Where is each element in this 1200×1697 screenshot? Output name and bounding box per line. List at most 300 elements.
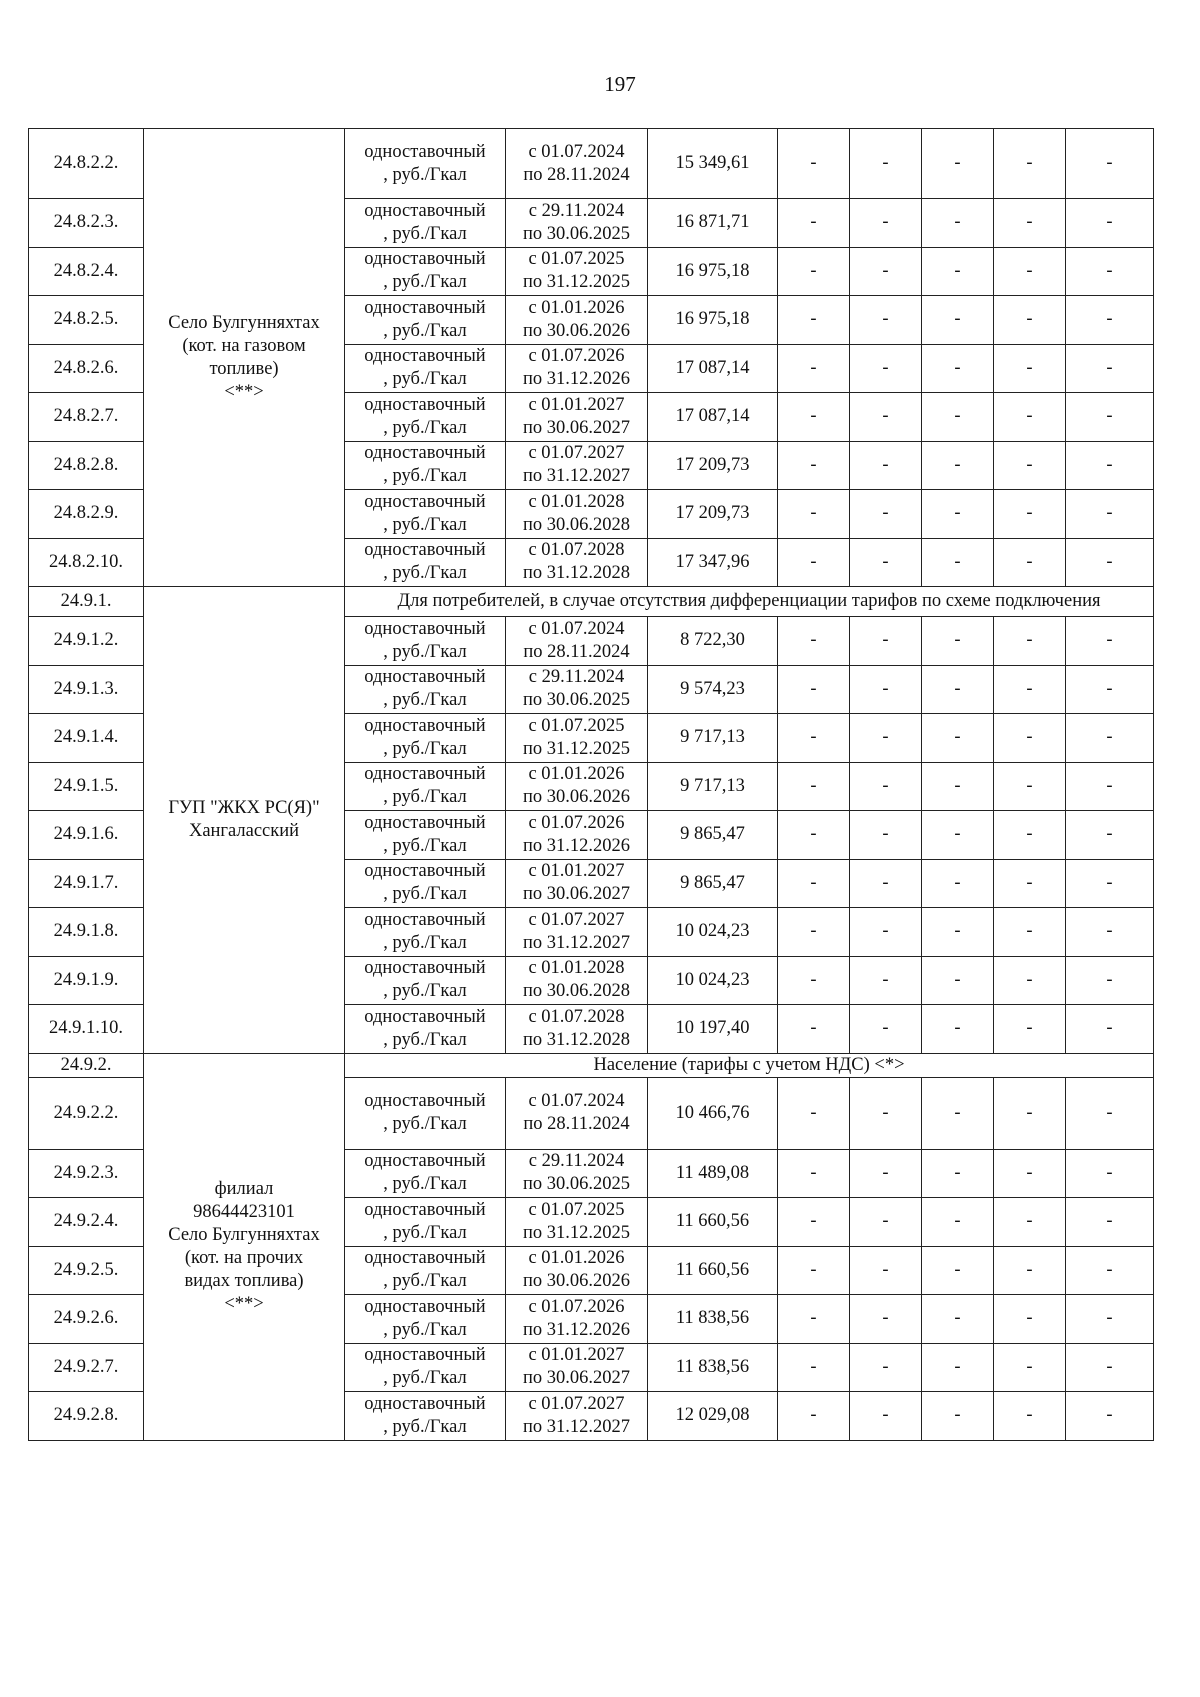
period-end: по 30.06.2028: [522, 514, 631, 535]
period-cell: [506, 617, 648, 666]
dash-cell: -: [922, 617, 994, 666]
tariff-type: одноставочный: [364, 443, 486, 464]
period-start: с 29.11.2024: [528, 200, 625, 221]
period-end: по 31.12.2027: [522, 466, 631, 487]
tariff-value: 10 466,76: [648, 1077, 778, 1149]
dash-cell: -: [778, 247, 850, 296]
period-cell: [506, 129, 648, 199]
tariff-type: одноставочный: [364, 249, 486, 270]
dash-cell: -: [778, 1246, 850, 1295]
dash-cell: -: [850, 1295, 922, 1344]
row-number: 24.9.1.3.: [29, 665, 144, 714]
tariff-value: 9 865,47: [648, 811, 778, 860]
period-start: с 01.01.2026: [528, 297, 625, 318]
period-end: по 30.06.2027: [522, 1368, 631, 1389]
tariff-unit: , руб./Гкал: [383, 641, 467, 662]
dash-cell: -: [778, 538, 850, 587]
organization-line: Село Булгунняхтах: [168, 312, 320, 333]
tariff-type: одноставочный: [364, 667, 486, 688]
dash-cell: -: [778, 859, 850, 908]
period-end: по 30.06.2026: [522, 320, 631, 341]
row-number: 24.9.1.10.: [29, 1005, 144, 1054]
organization-line: видах топлива): [184, 1270, 304, 1291]
dash-cell: -: [1066, 490, 1154, 539]
dash-cell: -: [850, 908, 922, 957]
period-cell: [506, 859, 648, 908]
period-start: с 01.07.2026: [528, 1296, 625, 1317]
dash-cell: -: [994, 665, 1066, 714]
row-number: 24.9.1.6.: [29, 811, 144, 860]
row-number: 24.8.2.5.: [29, 296, 144, 345]
row-number: 24.9.2.7.: [29, 1343, 144, 1392]
dash-cell: -: [850, 1343, 922, 1392]
dash-cell: -: [850, 199, 922, 248]
dash-cell: -: [778, 762, 850, 811]
organization-line: (кот. на газовом: [182, 335, 306, 356]
tariff-value: 17 087,14: [648, 393, 778, 442]
row-number: 24.9.1.4.: [29, 714, 144, 763]
dash-cell: -: [994, 490, 1066, 539]
dash-cell: -: [778, 1005, 850, 1054]
dash-cell: -: [1066, 811, 1154, 860]
tariff-type-cell: [345, 1295, 506, 1344]
tariff-type-cell: [345, 490, 506, 539]
dash-cell: -: [994, 199, 1066, 248]
row-number: 24.9.1.8.: [29, 908, 144, 957]
tariff-type: одноставочный: [364, 1393, 486, 1414]
dash-cell: -: [922, 956, 994, 1005]
dash-cell: -: [994, 1392, 1066, 1441]
dash-cell: -: [778, 1077, 850, 1149]
tariff-unit: , руб./Гкал: [383, 369, 467, 390]
dash-cell: -: [922, 762, 994, 811]
dash-cell: -: [922, 1295, 994, 1344]
dash-cell: -: [922, 129, 994, 199]
tariff-type-cell: [345, 1149, 506, 1198]
tariff-type-cell: [345, 247, 506, 296]
dash-cell: -: [994, 762, 1066, 811]
dash-cell: -: [1066, 1005, 1154, 1054]
tariff-type-cell: [345, 441, 506, 490]
dash-cell: -: [778, 1392, 850, 1441]
period-cell: [506, 296, 648, 345]
dash-cell: -: [850, 393, 922, 442]
dash-cell: -: [850, 714, 922, 763]
period-cell: [506, 714, 648, 763]
dash-cell: -: [778, 1198, 850, 1247]
row-number: 24.9.2.5.: [29, 1246, 144, 1295]
dash-cell: -: [922, 1246, 994, 1295]
tariff-type: одноставочный: [364, 297, 486, 318]
tariff-value: 15 349,61: [648, 129, 778, 199]
period-start: с 01.01.2027: [528, 394, 625, 415]
row-number: 24.9.2.2.: [29, 1077, 144, 1149]
row-number: 24.9.1.2.: [29, 617, 144, 666]
period-end: по 31.12.2027: [522, 932, 631, 953]
row-number: 24.8.2.3.: [29, 199, 144, 248]
dash-cell: -: [922, 1392, 994, 1441]
organization-line: ГУП "ЖКХ РС(Я)": [168, 797, 320, 818]
period-end: по 31.12.2026: [522, 369, 631, 390]
period-end: по 31.12.2026: [522, 835, 631, 856]
dash-cell: -: [850, 762, 922, 811]
period-cell: [506, 1077, 648, 1149]
dash-cell: -: [1066, 344, 1154, 393]
dash-cell: -: [1066, 441, 1154, 490]
organization-line: топливе): [209, 358, 279, 379]
dash-cell: -: [922, 665, 994, 714]
dash-cell: -: [922, 1198, 994, 1247]
row-number: 24.8.2.7.: [29, 393, 144, 442]
dash-cell: -: [922, 490, 994, 539]
dash-cell: -: [1066, 714, 1154, 763]
dash-cell: -: [922, 1005, 994, 1054]
tariff-type-cell: [345, 956, 506, 1005]
tariff-unit: , руб./Гкал: [383, 466, 467, 487]
tariff-type-cell: [345, 908, 506, 957]
period-end: по 31.12.2025: [522, 272, 631, 293]
dash-cell: -: [778, 344, 850, 393]
period-cell: [506, 441, 648, 490]
tariff-type: одноставочный: [364, 346, 486, 367]
period-end: по 30.06.2027: [522, 884, 631, 905]
dash-cell: -: [994, 344, 1066, 393]
tariff-value: 9 717,13: [648, 714, 778, 763]
tariff-type-cell: [345, 344, 506, 393]
dash-cell: -: [994, 129, 1066, 199]
dash-cell: -: [1066, 617, 1154, 666]
period-cell: [506, 538, 648, 587]
dash-cell: -: [994, 538, 1066, 587]
tariff-unit: , руб./Гкал: [383, 164, 467, 185]
row-number: 24.9.2.: [29, 1053, 144, 1077]
tariff-type: одноставочный: [364, 861, 486, 882]
tariff-value: 10 024,23: [648, 956, 778, 1005]
dash-cell: -: [1066, 762, 1154, 811]
tariff-type: одноставочный: [364, 491, 486, 512]
dash-cell: -: [994, 441, 1066, 490]
period-end: по 30.06.2025: [522, 223, 631, 244]
table-row: [29, 129, 1154, 199]
dash-cell: -: [994, 1295, 1066, 1344]
dash-cell: -: [994, 859, 1066, 908]
dash-cell: -: [778, 199, 850, 248]
dash-cell: -: [850, 296, 922, 345]
dash-cell: -: [1066, 393, 1154, 442]
tariff-unit: , руб./Гкал: [383, 1174, 467, 1195]
period-end: по 31.12.2028: [522, 1029, 631, 1050]
tariff-unit: , руб./Гкал: [383, 1222, 467, 1243]
organization-cell: [144, 1053, 345, 1440]
period-start: с 01.07.2025: [528, 249, 625, 270]
organization-line: 98644423101: [193, 1201, 295, 1222]
dash-cell: -: [922, 859, 994, 908]
tariff-type: одноставочный: [364, 1199, 486, 1220]
tariff-type-cell: [345, 714, 506, 763]
dash-cell: -: [778, 714, 850, 763]
dash-cell: -: [994, 714, 1066, 763]
dash-cell: -: [1066, 665, 1154, 714]
tariff-type-cell: [345, 1198, 506, 1247]
period-start: с 01.07.2028: [528, 1006, 625, 1027]
tariff-type-cell: [345, 1343, 506, 1392]
dash-cell: -: [922, 1343, 994, 1392]
dash-cell: -: [994, 247, 1066, 296]
period-start: с 01.07.2027: [528, 909, 625, 930]
organization-cell: [144, 587, 345, 1054]
dash-cell: -: [1066, 908, 1154, 957]
tariff-unit: , руб./Гкал: [383, 272, 467, 293]
period-start: с 01.07.2027: [528, 1393, 625, 1414]
organization-line: филиал: [214, 1178, 274, 1199]
tariff-type: одноставочный: [364, 812, 486, 833]
row-number: 24.9.2.6.: [29, 1295, 144, 1344]
period-cell: [506, 393, 648, 442]
tariff-type-cell: [345, 1077, 506, 1149]
tariff-unit: , руб./Гкал: [383, 320, 467, 341]
period-end: по 28.11.2024: [523, 164, 630, 185]
dash-cell: -: [1066, 1149, 1154, 1198]
period-start: с 01.01.2026: [528, 764, 625, 785]
period-start: с 01.07.2024: [528, 618, 625, 639]
dash-cell: -: [1066, 1246, 1154, 1295]
period-start: с 01.01.2027: [528, 1345, 625, 1366]
dash-cell: -: [778, 908, 850, 957]
dash-cell: -: [1066, 199, 1154, 248]
period-start: с 01.07.2025: [528, 1199, 625, 1220]
period-cell: [506, 1392, 648, 1441]
section-note: Для потребителей, в случае отсутствия дифференциации тарифов по схеме подключения: [345, 587, 1154, 617]
dash-cell: -: [922, 811, 994, 860]
period-start: с 01.01.2028: [528, 491, 625, 512]
tariff-value: 10 197,40: [648, 1005, 778, 1054]
dash-cell: -: [1066, 1198, 1154, 1247]
dash-cell: -: [1066, 1343, 1154, 1392]
dash-cell: -: [994, 1005, 1066, 1054]
period-cell: [506, 1295, 648, 1344]
dash-cell: -: [994, 1246, 1066, 1295]
period-cell: [506, 908, 648, 957]
dash-cell: -: [922, 296, 994, 345]
dash-cell: -: [1066, 1392, 1154, 1441]
dash-cell: -: [994, 956, 1066, 1005]
tariff-type-cell: [345, 538, 506, 587]
dash-cell: -: [778, 1149, 850, 1198]
tariff-type-cell: [345, 1005, 506, 1054]
section-note: Население (тарифы с учетом НДС) <*>: [345, 1053, 1154, 1077]
tariff-value: 11 660,56: [648, 1246, 778, 1295]
period-cell: [506, 247, 648, 296]
tariff-value: 16 975,18: [648, 247, 778, 296]
tariff-type-cell: [345, 129, 506, 199]
dash-cell: -: [994, 1343, 1066, 1392]
tariff-unit: , руб./Гкал: [383, 738, 467, 759]
dash-cell: -: [1066, 956, 1154, 1005]
tariff-value: 17 209,73: [648, 490, 778, 539]
period-end: по 30.06.2025: [522, 1174, 631, 1195]
dash-cell: -: [1066, 538, 1154, 587]
period-start: с 01.07.2027: [528, 443, 625, 464]
tariff-type: одноставочный: [364, 764, 486, 785]
period-cell: [506, 490, 648, 539]
dash-cell: -: [1066, 296, 1154, 345]
tariff-unit: , руб./Гкал: [383, 981, 467, 1002]
period-cell: [506, 1005, 648, 1054]
dash-cell: -: [850, 344, 922, 393]
period-start: с 01.07.2028: [528, 540, 625, 561]
tariff-value: 17 347,96: [648, 538, 778, 587]
tariff-value: 10 024,23: [648, 908, 778, 957]
period-cell: [506, 665, 648, 714]
tariff-unit: , руб./Гкал: [383, 1319, 467, 1340]
dash-cell: -: [778, 441, 850, 490]
dash-cell: -: [778, 665, 850, 714]
period-end: по 31.12.2028: [522, 563, 631, 584]
dash-cell: -: [922, 199, 994, 248]
dash-cell: -: [850, 956, 922, 1005]
tariff-unit: , руб./Гкал: [383, 563, 467, 584]
tariff-value: 16 871,71: [648, 199, 778, 248]
row-number: 24.9.2.4.: [29, 1198, 144, 1247]
period-start: с 01.07.2024: [528, 1091, 625, 1111]
row-number: 24.8.2.4.: [29, 247, 144, 296]
tariff-unit: , руб./Гкал: [383, 884, 467, 905]
dash-cell: -: [778, 1295, 850, 1344]
dash-cell: -: [1066, 859, 1154, 908]
dash-cell: -: [994, 1149, 1066, 1198]
tariff-unit: , руб./Гкал: [383, 932, 467, 953]
dash-cell: -: [922, 538, 994, 587]
tariff-value: 17 087,14: [648, 344, 778, 393]
tariff-type: одноставочный: [364, 200, 486, 221]
dash-cell: -: [922, 1077, 994, 1149]
tariff-type: одноставочный: [364, 394, 486, 415]
tariff-value: 17 209,73: [648, 441, 778, 490]
dash-cell: -: [850, 1392, 922, 1441]
tariff-type: одноставочный: [364, 1296, 486, 1317]
dash-cell: -: [994, 617, 1066, 666]
period-end: по 30.06.2025: [522, 690, 631, 711]
tariff-table-body: [29, 129, 1154, 1441]
period-end: по 31.12.2025: [522, 1222, 631, 1243]
tariff-type-cell: [345, 1392, 506, 1441]
organization-line: Хангаласский: [188, 820, 300, 841]
tariff-value: 16 975,18: [648, 296, 778, 345]
period-end: по 30.06.2027: [522, 417, 631, 438]
period-end: по 28.11.2024: [523, 641, 630, 662]
period-start: с 01.07.2026: [528, 346, 625, 367]
dash-cell: -: [850, 441, 922, 490]
tariff-unit: , руб./Гкал: [383, 1368, 467, 1389]
row-number: 24.9.1.9.: [29, 956, 144, 1005]
tariff-type-cell: [345, 665, 506, 714]
tariff-unit: , руб./Гкал: [383, 690, 467, 711]
dash-cell: -: [850, 129, 922, 199]
dash-cell: -: [850, 617, 922, 666]
dash-cell: -: [778, 129, 850, 199]
tariff-unit: , руб./Гкал: [383, 787, 467, 808]
tariff-value: 8 722,30: [648, 617, 778, 666]
organization-line: (кот. на прочих: [184, 1247, 304, 1268]
period-cell: [506, 811, 648, 860]
dash-cell: -: [778, 956, 850, 1005]
tariff-value: 9 717,13: [648, 762, 778, 811]
organization-line: <**>: [224, 381, 264, 402]
tariff-unit: , руб./Гкал: [383, 1271, 467, 1292]
tariff-unit: , руб./Гкал: [383, 1114, 467, 1134]
dash-cell: -: [850, 1198, 922, 1247]
period-start: с 29.11.2024: [528, 667, 625, 688]
tariff-type: одноставочный: [364, 1091, 486, 1111]
tariff-unit: , руб./Гкал: [383, 223, 467, 244]
organization-line: <**>: [224, 1293, 264, 1314]
period-start: с 01.07.2024: [528, 141, 625, 162]
dash-cell: -: [850, 1246, 922, 1295]
period-cell: [506, 1343, 648, 1392]
tariff-unit: , руб./Гкал: [383, 514, 467, 535]
dash-cell: -: [850, 1005, 922, 1054]
row-number: 24.8.2.6.: [29, 344, 144, 393]
tariff-type: одноставочный: [364, 1345, 486, 1366]
period-end: по 28.11.2024: [523, 1114, 630, 1134]
dash-cell: -: [778, 617, 850, 666]
period-end: по 31.12.2026: [522, 1319, 631, 1340]
period-cell: [506, 1246, 648, 1295]
row-number: 24.9.1.5.: [29, 762, 144, 811]
dash-cell: -: [994, 908, 1066, 957]
dash-cell: -: [922, 1149, 994, 1198]
tariff-value: 12 029,08: [648, 1392, 778, 1441]
tariff-type: одноставочный: [364, 1006, 486, 1027]
tariff-value: 11 489,08: [648, 1149, 778, 1198]
dash-cell: -: [778, 1343, 850, 1392]
tariff-type-cell: [345, 859, 506, 908]
section-header-row: [29, 1053, 1154, 1077]
period-end: по 30.06.2026: [522, 787, 631, 808]
tariff-unit: , руб./Гкал: [383, 417, 467, 438]
row-number: 24.9.1.: [29, 587, 144, 617]
dash-cell: -: [1066, 1077, 1154, 1149]
row-number: 24.8.2.9.: [29, 490, 144, 539]
dash-cell: -: [922, 393, 994, 442]
tariff-type: одноставочный: [364, 958, 486, 979]
dash-cell: -: [850, 247, 922, 296]
period-start: с 29.11.2024: [528, 1151, 625, 1172]
tariff-type: одноставочный: [364, 618, 486, 639]
period-cell: [506, 1198, 648, 1247]
tariff-type-cell: [345, 617, 506, 666]
dash-cell: -: [850, 811, 922, 860]
dash-cell: -: [922, 441, 994, 490]
dash-cell: -: [1066, 247, 1154, 296]
tariff-type-cell: [345, 199, 506, 248]
period-cell: [506, 344, 648, 393]
tariff-type-cell: [345, 393, 506, 442]
row-number: 24.8.2.8.: [29, 441, 144, 490]
row-number: 24.8.2.2.: [29, 129, 144, 199]
dash-cell: -: [850, 1077, 922, 1149]
tariff-value: 9 865,47: [648, 859, 778, 908]
period-end: по 30.06.2026: [522, 1271, 631, 1292]
row-number: 24.9.1.7.: [29, 859, 144, 908]
dash-cell: -: [778, 296, 850, 345]
tariff-type: одноставочный: [364, 141, 486, 162]
tariff-table: [28, 128, 1154, 1441]
dash-cell: -: [778, 393, 850, 442]
tariff-unit: , руб./Гкал: [383, 835, 467, 856]
tariff-type: одноставочный: [364, 1248, 486, 1269]
row-number: 24.8.2.10.: [29, 538, 144, 587]
